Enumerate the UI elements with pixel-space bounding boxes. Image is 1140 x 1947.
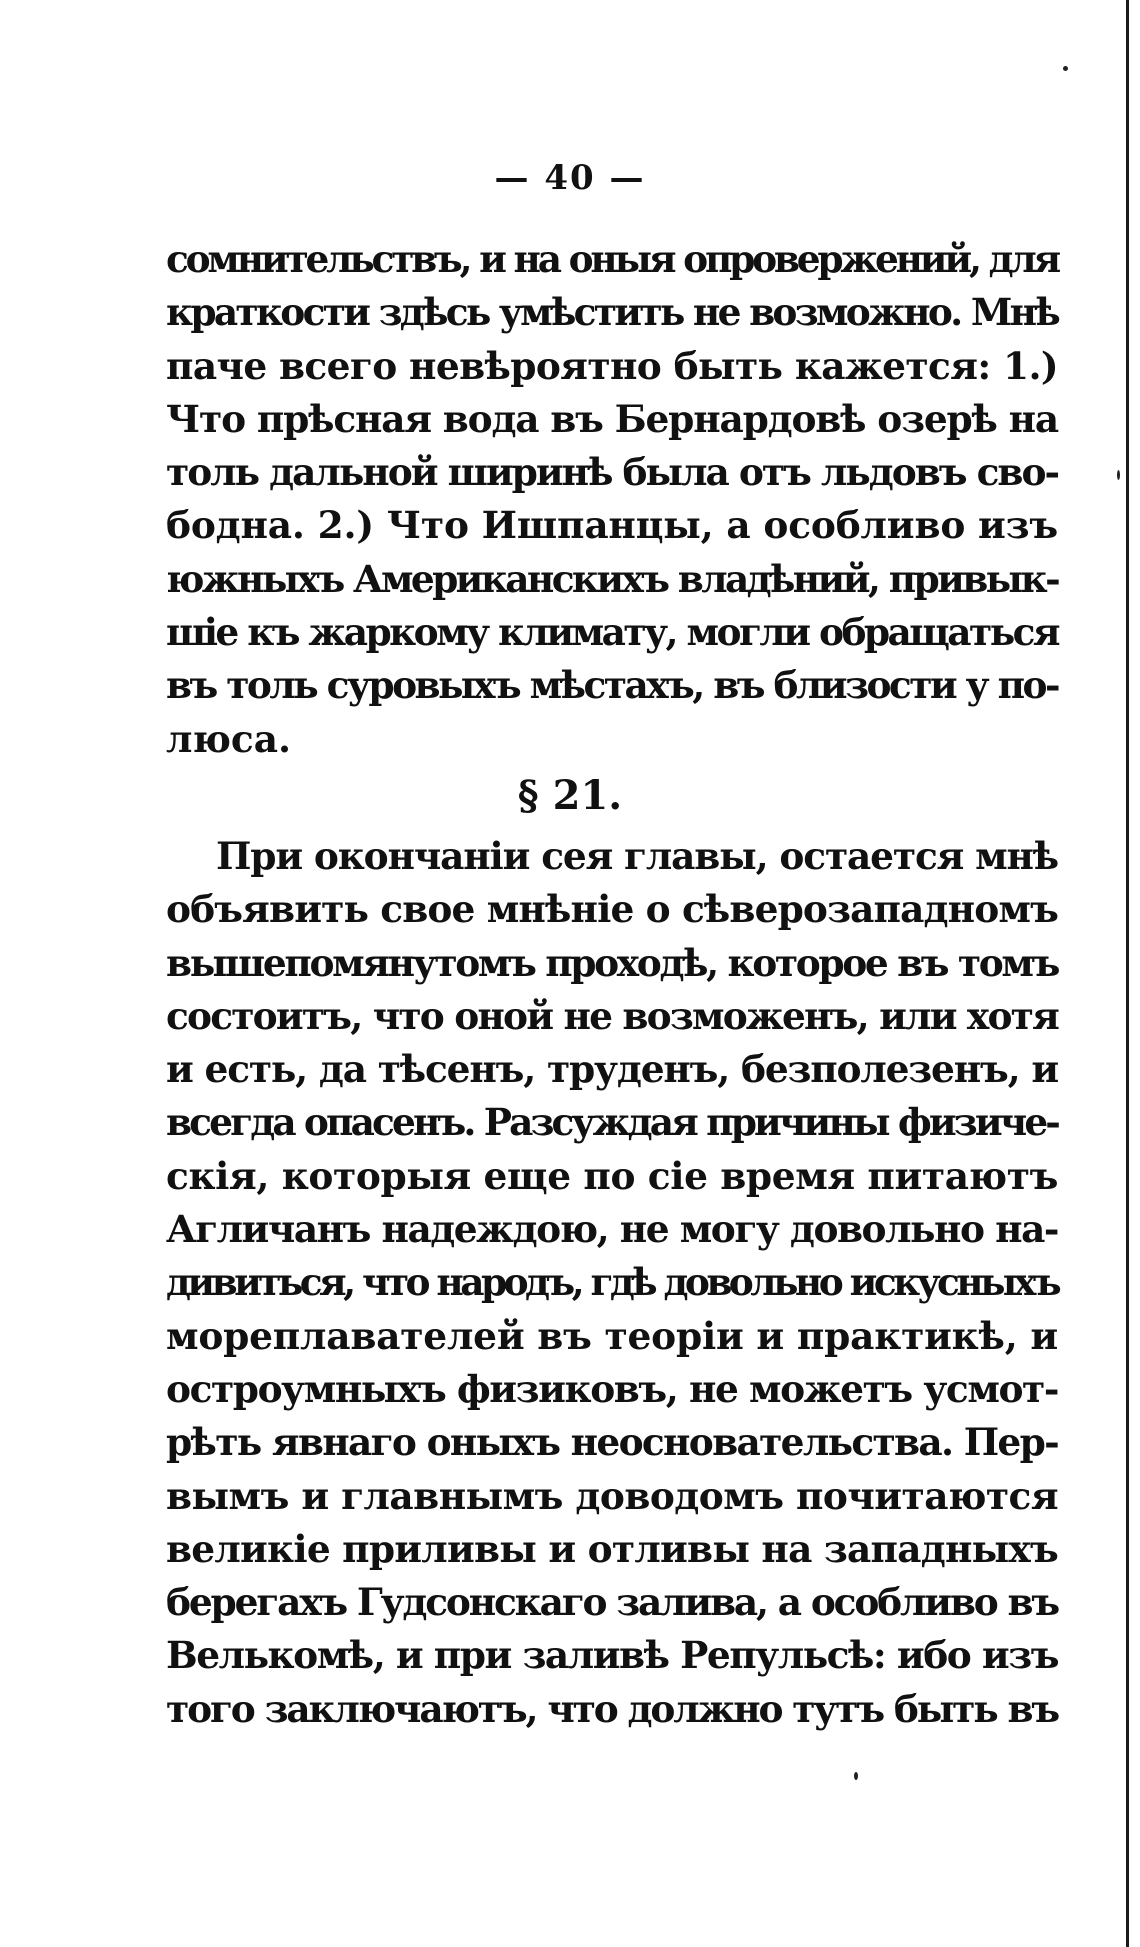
text-line: рѣть явнаго оныхъ неосновательства. Пер- — [166, 1420, 1058, 1465]
text-line: мореплавателей въ теоріи и практикѣ, и — [166, 1313, 1058, 1358]
page-number: — 40 — — [494, 158, 646, 198]
text-line: дивиться, что народъ, гдѣ довольно искусныхъ — [166, 1260, 1058, 1305]
text-line: сомнительствъ, и на оныя опровержений, для — [166, 237, 1058, 281]
page-edge-rule — [1126, 0, 1129, 1947]
text-line: въ толь суровыхъ мѣстахъ, въ близости у по- — [166, 663, 1058, 708]
text-line: южныхъ Американскихъ владѣний, привык- — [166, 556, 1058, 601]
text-line: вышепомянутомъ проходѣ, которое въ томъ — [166, 940, 1058, 985]
text-line: шіе къ жаркому климату, могли обращаться — [166, 610, 1058, 655]
text-line: краткости здѣсь умѣстить не возможно. Мнѣ — [166, 290, 1058, 335]
text-line: того заключаютъ, что должно тутъ быть въ — [166, 1686, 1058, 1731]
text-line: скія, которыя еще по сіе время питаютъ — [166, 1153, 1058, 1198]
text-line: и есть, да тѣсенъ, труденъ, безполезенъ, и — [166, 1047, 1058, 1092]
paragraph-continued — [166, 233, 1058, 766]
section-heading: § 21. — [517, 772, 623, 819]
text-line: великіе приливы и отливы на западныхъ — [166, 1526, 1058, 1571]
text-line: Агличанъ надеждою, не могу довольно на- — [166, 1207, 1058, 1252]
text-line: объявить свое мнѣніе о сѣверозападномъ — [166, 887, 1058, 932]
text-line: берегахъ Гудсонскаго залива, а особливо въ — [166, 1580, 1058, 1625]
text-line: остроумныхъ физиковъ, не можетъ усмот- — [166, 1366, 1058, 1411]
text-line: люса. — [166, 716, 292, 761]
text-line: вымъ и главнымъ доводомъ почитаются — [166, 1473, 1059, 1518]
ink-speck — [854, 1772, 858, 1780]
ink-speck — [1063, 66, 1068, 71]
paragraph-section-21 — [166, 830, 1058, 1736]
text-line: паче всего невѣроятно быть кажется: 1.) — [166, 343, 1058, 388]
text-line: толь дальной ширинѣ была отъ льдовъ сво- — [166, 450, 1058, 495]
text-line: всегда опасенъ. Разсуждая причины физиче- — [166, 1100, 1058, 1145]
text-line: состоитъ, что оной не возможенъ, или хотя — [166, 993, 1058, 1038]
text-line: При окончаніи сея главы, остается мнѣ — [216, 834, 1058, 878]
text-line: Велькомѣ, и при заливѣ Репульсѣ: ибо изъ — [166, 1633, 1058, 1678]
text-line: Что прѣсная вода въ Бернардовѣ озерѣ на — [166, 396, 1058, 441]
text-line: бодна. 2.) Что Ишпанцы, а особливо изъ — [166, 503, 1058, 548]
ink-speck — [1117, 470, 1120, 480]
